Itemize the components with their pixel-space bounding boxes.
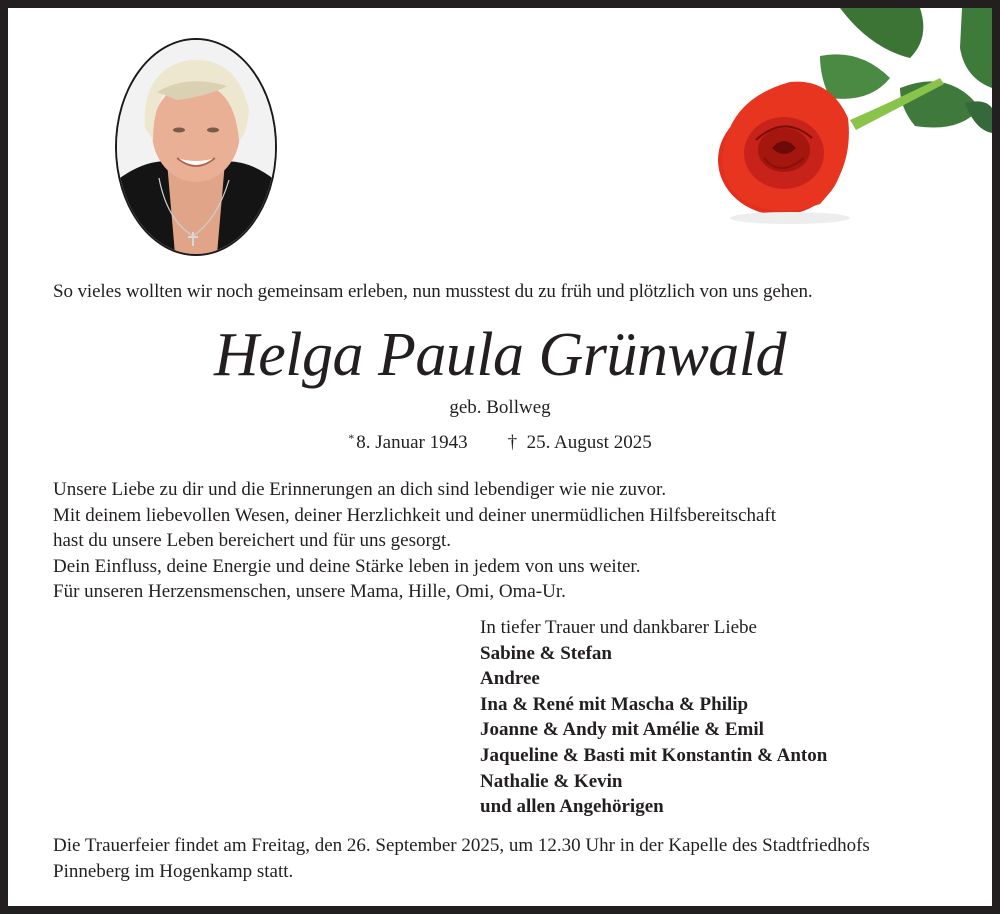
life-dates bbox=[8, 431, 992, 454]
death-cross-icon: † bbox=[507, 432, 518, 453]
mourner-name: Nathalie & Kevin bbox=[480, 770, 623, 792]
tribute-line: Unsere Liebe zu dir und die Erinnerungen an dich sind lebendiger wie nie zuvor. bbox=[53, 479, 667, 500]
rose-image-icon bbox=[680, 8, 992, 228]
death-date: 25. August 2025 bbox=[526, 432, 652, 453]
mourners-block bbox=[480, 615, 827, 820]
mourner-name: Joanne & Andy mit Amélie & Emil bbox=[480, 719, 764, 741]
mourner-name: und allen Angehörigen bbox=[480, 796, 664, 818]
deceased-name: Helga Paula Grünwald bbox=[213, 321, 787, 389]
tribute-line: Mit deinem liebevollen Wesen, deiner Herzlichkeit und deiner unermüdlichen Hilfsbereitschaft bbox=[53, 504, 777, 526]
tribute-paragraph bbox=[53, 477, 776, 605]
tribute-line: hast du unsere Leben bereichert und für uns gesorgt. bbox=[53, 530, 451, 552]
ceremony-line: Die Trauerfeier findet am Freitag, den 26. September 2025, um 12.30 Uhr in der Kapelle des Stadtfriedhofs bbox=[53, 835, 870, 856]
intro-line: So vieles wollten wir noch gemeinsam erleben, nun musstest du zu früh und plötzlich von uns gehen. bbox=[53, 281, 813, 302]
tribute-line: Für unseren Herzensmenschen, unsere Mama, Hille, Omi, Oma-Ur. bbox=[53, 581, 566, 603]
birth-date: 8. Januar 1943 bbox=[356, 432, 468, 453]
ceremony-info bbox=[53, 833, 870, 884]
ceremony-line: Pinneberg im Hogenkamp statt. bbox=[53, 860, 294, 882]
mourner-name: Sabine & Stefan bbox=[480, 642, 612, 664]
mourner-name: Andree bbox=[480, 668, 540, 690]
birth-star-icon: * bbox=[348, 431, 355, 445]
rose-photo bbox=[680, 8, 992, 228]
mourners-heading: In tiefer Trauer und dankbarer Liebe bbox=[480, 617, 757, 638]
mourner-name: Ina & René mit Mascha & Philip bbox=[480, 693, 749, 715]
maiden-name: geb. Bollweg bbox=[449, 397, 551, 418]
portrait-image-icon bbox=[117, 40, 275, 254]
mourner-name: Jaqueline & Basti mit Konstantin & Anton bbox=[480, 744, 828, 766]
tribute-line: Dein Einfluss, deine Energie und deine Stärke leben in jedem von uns weiter. bbox=[53, 555, 641, 577]
portrait-photo bbox=[115, 38, 277, 256]
obituary-card bbox=[8, 8, 992, 906]
